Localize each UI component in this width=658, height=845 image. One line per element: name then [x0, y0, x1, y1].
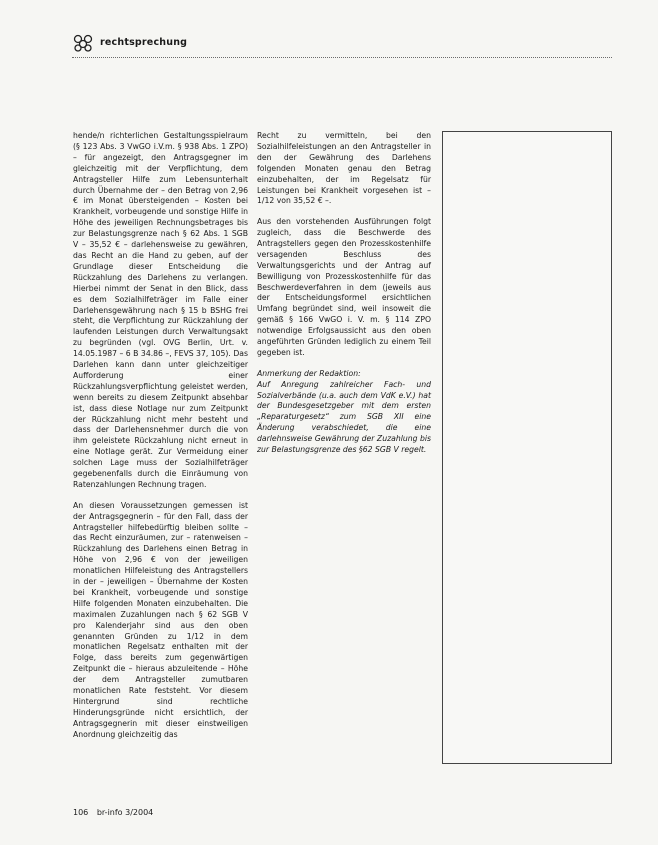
paragraph: Recht zu vermitteln, bei den Sozialhilfeleistungen an den Antragsteller in den der Gewährung des Darlehens folgenden Monaten genau den Betrag einzubehalten, der im Regelsatz für Leistungen bei Krankheit vorgesehen ist – 1/12 von 35,52 € –.: [257, 131, 431, 206]
paragraph: An diesen Voraussetzungen gemessen ist der Antragsgegnerin – für den Fall, dass der Antragsteller hilfebedürftig bleiben sollte – das Recht einzuräumen, zur – ratenweisen – Rückzahlung des Darlehens einen Betrag in Höhe von 2,96 € von der jeweiligen monatlichen Hilfeleistung des Antragstellers in der – jeweiligen – Übernahme der Kosten bei Krankheit, vorbeugende und sonstige Hilfe folgenden Monaten einzubehalten. Die maximalen Zuzahlungen nach § 62 SGB V pro Kalenderjahr sind aus den oben genannten Gründen zu 1/12 in dem monatlichen Regelsatz enthalten mit der Folge, dass bereits zum gegenwärtigen Zeitpunkt die – hieraus abzuleitende – Höhe der dem Antragsteller zumutbaren monatlichen Rate feststeht. Vor diesem Hintergrund sind rechtliche Hinderungsgründe nicht ersichtlich, der Antragsgegnerin mit dieser einstweiligen Anordnung gleichzeitig das: [73, 500, 248, 739]
interlaced-knot-logo: [72, 34, 94, 52]
page-number: 106: [73, 808, 89, 817]
page-footer: [73, 808, 159, 817]
paragraph: Aus den vorstehenden Ausführungen folgt zugleich, dass die Beschwerde des Antragstellers gegen den Prozesskostenhilfe versagenden Beschluss des Verwaltungsgerichts und der Antrag auf Bewilligung von Prozesskostenhilfe für das Beschwerdeverfahren in dem (jeweils aus der Entscheidungsformel ersichtlichen Umfang begründet sind, weil insoweit die gemäß § 166 VwGO i. V. m. § 114 ZPO notwendige Erfolgsaussicht aus den oben angeführten Gründen lediglich zu einem Teil gegeben ist.: [257, 217, 431, 358]
editorial-note-heading: Anmerkung der Redaktion:: [257, 368, 361, 378]
left-text-column: [73, 131, 248, 750]
paragraph: hende/n richterlichen Gestaltungsspielraum (§ 123 Abs. 3 VwGO i.V.m. § 938 Abs. 1 ZPO) – für angezeigt, den Antragsgegner im gleichzeitig mit der Verpflichtung, dem Antragsteller Hilfe zum Lebensunterhalt durch Übernahme der – den Betrag von 2,96 € im Monat übersteigenden – Kosten bei Krankheit, vorbeugende und sonstige Hilfe in Höhe des jeweiligen Rechnungsbetrages bis zur Belastungsgrenze nach § 62 Abs. 1 SGB V – 35,52 € – darlehensweise zu gewähren, das Recht an die Hand zu geben, auf der Grundlage dieser Entscheidung die Rückzahlung des Darlehens zu verlangen. Hierbei nimmt der Senat in den Blick, dass es dem Sozialhilfeträger im Falle einer Darlehensgewährung nach § 15 b BSHG frei steht, die Verpflichtung zur Rückzahlung der laufenden Leistungen durch Verwaltungsakt zu begründen (vgl. OVG Berlin, Urt. v. 14.05.1987 – 6 B 34.86 –, FEVS 37, 105). Das Darlehen kann dann unter gleichzeitiger Aufforderung einer Rückzahlungsverpflichtung geleistet werden, wenn bereits zu diesem Zeitpunkt absehbar ist, dass diese Notlage nur zum Zeitpunkt der Rückzahlung nicht mehr besteht und dass der Darlehensnehmer durch die von ihm geleistete Rückzahlung nicht erneut in eine Notlage gerät. Zur Vermeidung einer solchen Lage muss der Sozialhilfeträger gegebenenfalls durch die Einräumung von Ratenzahlungen Rechnung tragen.: [73, 131, 248, 489]
section-title: rechtsprechung: [100, 37, 188, 48]
journal-issue: br-info 3/2004: [96, 808, 154, 817]
header-divider: [72, 57, 612, 58]
middle-text-column: [257, 131, 431, 466]
page-header: [72, 34, 612, 54]
editorial-note-body: Auf Anregung zahlreicher Fach- und Sozialverbände (u.a. auch dem VdK e.V.) hat der Bundesgesetzgeber mit dem ersten „Reparaturgesetz“ zum SGB XII eine Änderung verabschiedet, die eine darlehnsweise Gewährung der Zuzahlung bis zur Belastungsgrenze des §62 SGB V regelt.: [257, 379, 431, 455]
empty-sidebar-box: [442, 131, 612, 764]
